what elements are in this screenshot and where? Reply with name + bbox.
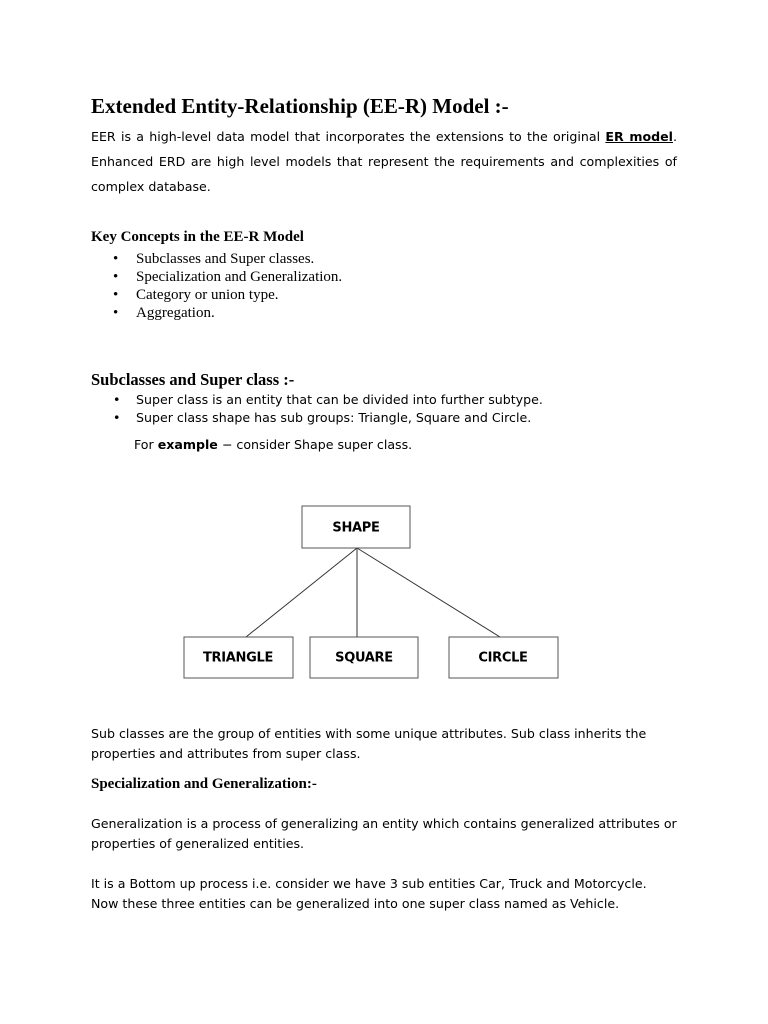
example-suffix: − consider Shape super class. bbox=[217, 437, 413, 452]
er-model-link[interactable]: ER model bbox=[605, 129, 673, 144]
node-shape-label: SHAPE bbox=[332, 520, 380, 536]
node-shape bbox=[302, 506, 410, 548]
generalization-paragraph: Generalization is a process of generalizing an entity which contains generalized attributes or properties of generalized entities. bbox=[91, 816, 677, 851]
bottom-up-paragraph: It is a Bottom up process i.e. consider we have 3 sub entities Car, Truck and Motorcycle. Now these three entities can be generalized into one super class named as Vehicle. bbox=[91, 876, 647, 911]
example-prefix: For bbox=[134, 437, 158, 452]
node-triangle-label: TRIANGLE bbox=[202, 650, 274, 666]
list-item: • Super class is an entity that can be divided into further subtype. bbox=[91, 391, 543, 409]
intro-text-end: . Enhanced ERD are high level models that represent the requirements and complexities of complex database. bbox=[91, 129, 677, 194]
list-item: • Aggregation. bbox=[91, 304, 342, 322]
example-bold: example bbox=[157, 437, 218, 452]
subclasses-heading: Subclasses and Super class :- bbox=[91, 370, 295, 389]
node-circle bbox=[449, 637, 558, 678]
list-item: • Super class shape has sub groups: Triangle, Square and Circle. bbox=[91, 409, 543, 427]
node-square bbox=[310, 637, 418, 678]
list-item: • Subclasses and Super classes. bbox=[91, 250, 342, 268]
connector-line-triangle bbox=[246, 548, 357, 637]
key-concepts-heading: Key Concepts in the EE-R Model bbox=[91, 229, 304, 245]
node-circle-label: CIRCLE bbox=[478, 650, 528, 666]
subclass-description: Sub classes are the group of entities with some unique attributes. Sub class inherits the properties and attributes from super class. bbox=[91, 726, 647, 761]
connector-lines bbox=[246, 548, 500, 637]
node-triangle bbox=[184, 637, 293, 678]
specialization-heading: Specialization and Generalization:- bbox=[91, 776, 317, 792]
page-title: Extended Entity-Relationship (EE-R) Model :- bbox=[91, 94, 509, 118]
connector-line-circle bbox=[357, 548, 500, 637]
list-item: • Specialization and Generalization. bbox=[91, 268, 342, 286]
intro-text-start: EER is a high-level data model that incorporates the extensions to the original bbox=[91, 129, 606, 144]
list-item: • Category or union type. bbox=[91, 286, 342, 304]
node-square-label: SQUARE bbox=[335, 650, 393, 666]
